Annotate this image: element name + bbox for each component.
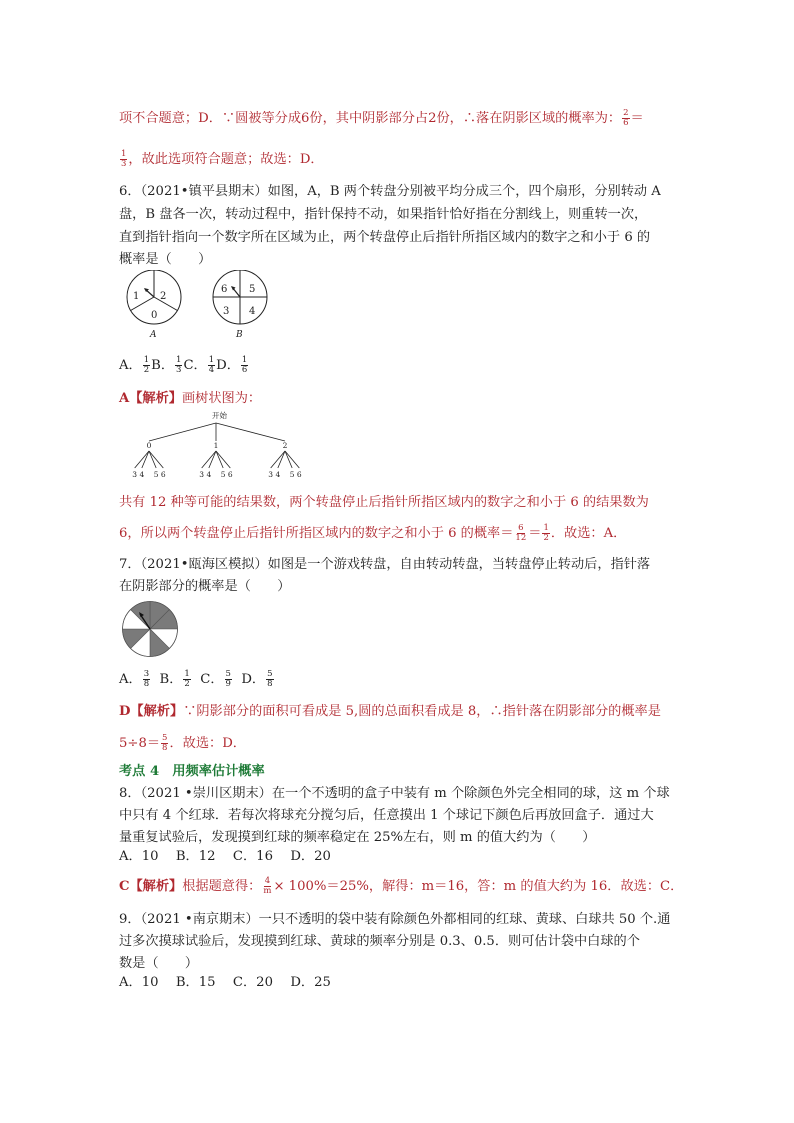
q5-text: 6: [301, 111, 310, 126]
tree-node: 1: [213, 441, 219, 450]
tree-leaf: 6: [296, 470, 302, 479]
q6-options: [119, 356, 249, 375]
q5-text: 项不合题意；D．∵: [119, 111, 236, 126]
tree-leaf: 5: [153, 470, 159, 479]
fraction-denominator: 6: [241, 365, 248, 375]
spinner-a-label: A: [150, 330, 157, 340]
q6-stem-line-1: 6．（2021•镇平县期末）如图，A，B 两个转盘分别被平均分成三个，四个扇形，分别转动 A: [119, 184, 661, 199]
q7-solution-line-2: [119, 734, 246, 753]
fraction-denominator: m: [263, 886, 272, 896]
q7-answer-line: [119, 703, 661, 721]
fraction-numerator: 1: [184, 669, 190, 679]
answer-label: D【解析】: [119, 704, 184, 719]
fraction-numerator: 6: [518, 523, 524, 533]
fraction: [542, 524, 549, 543]
fraction: [514, 524, 527, 543]
fraction-denominator: 6: [623, 118, 629, 128]
q5-solution-line-1: [119, 109, 644, 128]
q5-text: ＝: [630, 111, 644, 126]
q6-solution-line-1: 共有 12 种等可能的结果数，两个转盘停止后指针所指区域内的数字之和小于 6 的结果数为: [119, 495, 649, 510]
spinner-b: [213, 270, 267, 340]
tree-leaf: 3: [268, 470, 274, 479]
fraction-numerator: 5: [225, 669, 231, 679]
spinner-b-number: 4: [249, 306, 256, 317]
q6-solution-text: ＝: [528, 526, 542, 541]
q7-options: [119, 670, 275, 689]
fraction: [120, 150, 127, 169]
fraction: [622, 109, 629, 128]
option-letter: B．: [159, 672, 183, 687]
q6-stem-line-3: 直到指针指向一个数字所在区域为止，两个转盘停止后指针所指区域内的数字之和小于 6 的: [119, 230, 651, 245]
spinner-a-number: 0: [151, 310, 158, 321]
option-letter: B．: [151, 358, 175, 373]
fraction-denominator: 2: [143, 365, 150, 375]
q9-options: A．10 B．15 C．20 D．25: [119, 975, 331, 990]
fraction: [143, 670, 150, 689]
fraction-numerator: 1: [176, 355, 182, 365]
q5-solution-line-2: [119, 150, 324, 169]
fraction-numerator: 1: [208, 355, 215, 365]
answer-text: × 100%＝25%，解得：m＝16，答：m 的值大约为 16．故选：C．: [273, 879, 684, 894]
option-letter: C．: [200, 672, 224, 687]
spinner-b-number: 5: [249, 284, 256, 295]
fraction-numerator: 1: [543, 523, 549, 533]
fraction-denominator: 4: [208, 365, 215, 375]
tree-leaf: 6: [227, 470, 233, 479]
q8-stem-line-2: 中只有 4 个红球．若每次将球充分搅匀后，任意摸出 1 个球记下颜色后再放回盒子．通过大: [119, 808, 654, 823]
q9-stem-line-2: 过多次摸球试验后，发现摸到红球、黄球的频率分别是 0.3、0.5．则可估计袋中白球的个: [119, 934, 640, 949]
q6-stem-line-4: 概率是（ ）: [119, 252, 212, 267]
q5-text: ，故此选项符合题意；故选：D．: [128, 152, 324, 167]
fraction: [175, 356, 182, 375]
fraction-numerator: 4: [264, 876, 271, 886]
answer-text: 画树状图为：: [181, 391, 262, 406]
q6-solution-line-2: [119, 524, 626, 543]
fraction-numerator: 1: [143, 355, 150, 365]
answer-label: A【解析】: [119, 391, 182, 406]
fraction: [225, 670, 232, 689]
q9-stem-line-1: 9．（2021 •南京期末）一只不透明的袋中装有除颜色外都相同的红球、黄球、白球共 50 个.通: [119, 912, 671, 927]
q7-solution-text: ．故选：D．: [169, 736, 246, 751]
fraction-numerator: 1: [241, 355, 248, 365]
spinner-b-number: 3: [223, 306, 230, 317]
spinner-a-number: 1: [133, 291, 140, 302]
spinner-a-number: 2: [160, 291, 167, 302]
tree-root: 开始: [212, 411, 227, 420]
q7-stem-line-2: 在阴影部分的概率是（ ）: [119, 579, 291, 594]
spinner-b-label: B: [236, 330, 243, 340]
q8-answer-line: [119, 877, 683, 896]
tree-leaf: 3: [199, 470, 205, 479]
fraction-denominator: 3: [176, 365, 182, 375]
spinner-b-number: 6: [221, 284, 228, 295]
q9-stem-line-3: 数是（ ）: [119, 956, 199, 971]
fraction-denominator: 2: [184, 679, 190, 689]
option-letter: D．: [241, 672, 266, 687]
option-letter: D．: [216, 358, 240, 373]
fraction-numerator: 5: [267, 669, 273, 679]
fraction-denominator: 3: [121, 159, 127, 169]
q7-game-wheel: [121, 600, 181, 660]
fraction-numerator: 3: [143, 669, 150, 679]
tree-leaf: 5: [289, 470, 295, 479]
q7-solution-text: 5÷8＝: [119, 736, 161, 751]
tree-leaf: 4: [275, 470, 281, 479]
q5-text: 圆被等分成: [235, 111, 302, 126]
fraction: [241, 356, 248, 375]
answer-text: 根据题意得：: [182, 879, 262, 894]
option-letter: A．: [119, 358, 142, 373]
fraction-denominator: 8: [267, 679, 273, 689]
option-letter: A．: [119, 672, 142, 687]
section-heading: 考点 4 用频率估计概率: [119, 764, 265, 779]
q6-solution-text: ．故选：A．: [550, 526, 627, 541]
fraction-denominator: 8: [143, 679, 150, 689]
spinner-a: [127, 270, 181, 340]
fraction-numerator: 1: [121, 149, 127, 159]
fraction: [208, 356, 215, 375]
tree-node: 2: [282, 441, 288, 450]
q5-text: 份，其中阴影部分占: [309, 111, 429, 126]
q8-options: A．10 B．12 C．16 D．20: [119, 849, 331, 864]
fraction-denominator: 2: [543, 533, 549, 543]
fraction-denominator: 8: [162, 743, 168, 753]
tree-leaf: 5: [220, 470, 226, 479]
q6-stem-line-2: 盘，B 盘各一次，转动过程中，指针保持不动，如果指针恰好指在分割线上，则重转一次，: [119, 207, 648, 222]
q7-stem-line-1: 7．（2021•瓯海区模拟）如图是一个游戏转盘，自由转动转盘，当转盘停止转动后，指针落: [119, 557, 651, 572]
fraction-numerator: 5: [162, 733, 168, 743]
q6-solution-text: 6，所以两个转盘停止后指针所指区域内的数字之和小于 6 的概率＝: [119, 526, 514, 541]
tree-leaf: 3: [132, 470, 138, 479]
fraction: [266, 670, 273, 689]
answer-label: C【解析】: [119, 879, 183, 894]
q5-text: 份，∴落在阴影区域的概率为：: [436, 111, 622, 126]
q6-tree-diagram: [119, 409, 319, 485]
fraction: [262, 877, 272, 896]
fraction-denominator: 9: [225, 679, 231, 689]
answer-text: ∵阴影部分的面积可看成是 5,圆的总面积看成是 8，∴指针落在阴影部分的概率是: [183, 704, 661, 719]
tree-leaf: 6: [160, 470, 166, 479]
tree-leaf: 4: [139, 470, 145, 479]
fraction: [161, 734, 168, 753]
tree-leaf: 4: [206, 470, 212, 479]
q5-text: 2: [428, 111, 437, 126]
tree-node: 0: [146, 441, 152, 450]
fraction-denominator: 12: [515, 533, 527, 543]
fraction: [183, 670, 190, 689]
q8-stem-line-3: 量重复试验后，发现摸到红球的频率稳定在 25%左右，则 m 的值大约为（ ）: [119, 830, 596, 845]
q6-answer-line: [119, 390, 261, 408]
fraction: [143, 356, 150, 375]
option-letter: C．: [183, 358, 207, 373]
q6-spinners-figure: [119, 270, 279, 342]
q8-stem-line-1: 8．（2021 •崇川区期末）在一个不透明的盒子中装有 m 个除颜色外完全相同的球，这 m 个球: [119, 786, 670, 801]
fraction-numerator: 2: [623, 108, 629, 118]
